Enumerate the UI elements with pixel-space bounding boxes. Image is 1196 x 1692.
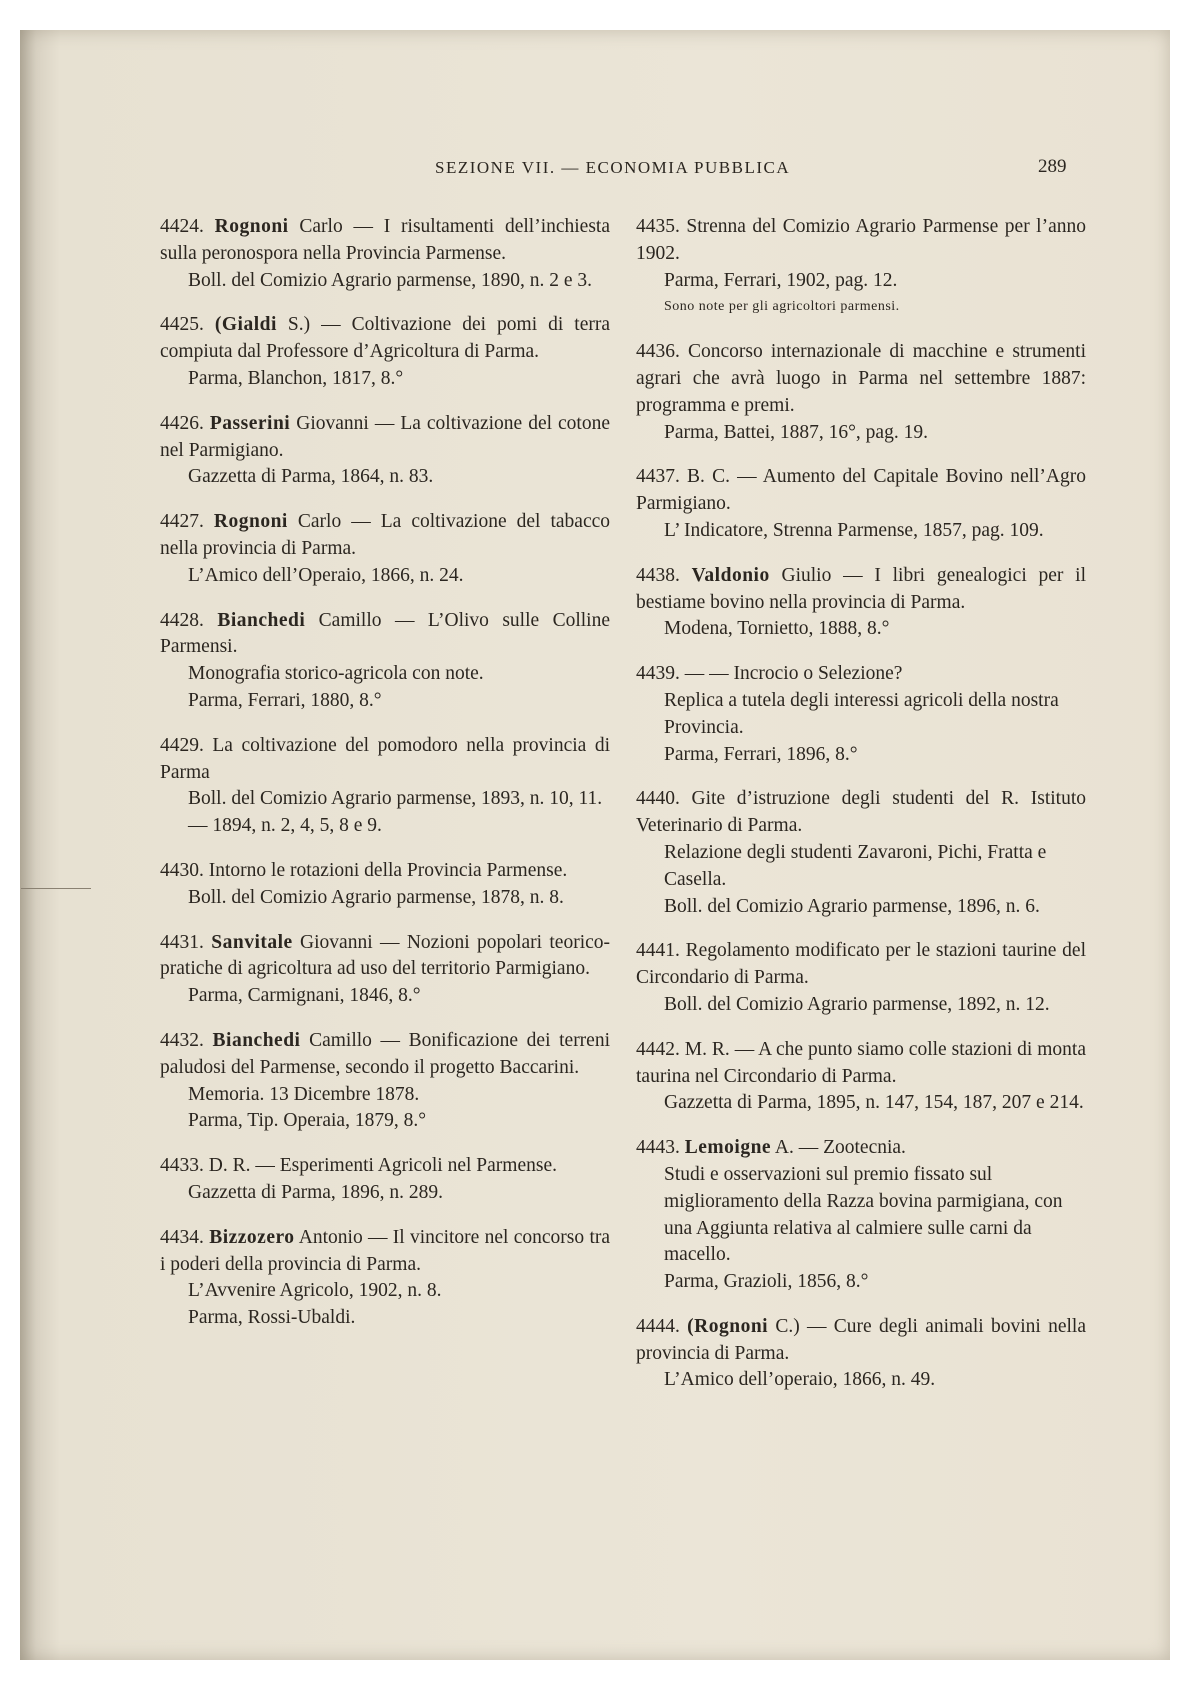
entry-number: 4438.	[636, 564, 680, 586]
entry-text: Giulio — I libri genealogici per il bestiame bovino nella provincia di Parma.	[636, 564, 1086, 613]
entry-text: Gite d’istruzione degli studenti del R. Istituto Veterinario di Parma.	[636, 788, 1086, 837]
entry-number: 4433.	[160, 1155, 204, 1177]
entry-title	[160, 1153, 610, 1180]
entry-author: Rognoni	[213, 511, 288, 533]
bibliography-entry	[636, 938, 1086, 1018]
entry-publication: Memoria. 13 Dicembre 1878.	[188, 1083, 420, 1105]
entry-author: Bianchedi	[217, 609, 306, 631]
entry-number: 4428.	[160, 609, 204, 631]
page-number: 289	[1038, 156, 1067, 177]
bibliography-entry	[160, 1225, 610, 1332]
entry-title	[160, 411, 610, 465]
bibliography-entry	[160, 608, 610, 715]
entry-text: Regolamento modificato per le stazioni taurine del Circondario di Parma.	[636, 940, 1086, 989]
entry-text: Concorso internazionale di macchine e strumenti agrari che avrà luogo in Parma nel settembre 1887: programma e premi.	[636, 341, 1086, 416]
entry-number: 4424.	[160, 216, 204, 237]
entry-title	[636, 938, 1086, 992]
entry-publication: Modena, Tornietto, 1888, 8.°	[664, 618, 890, 640]
entry-text: La coltivazione del pomodoro nella provincia di Parma	[160, 734, 611, 783]
entry-publication: L’Amico dell’Operaio, 1866, n. 24.	[188, 564, 464, 586]
entry-text: M. R. — A che punto siamo colle stazioni di monta taurina nel Circondario di Parma.	[636, 1038, 1086, 1087]
entry-publication: Parma, Battei, 1887, 16°, pag. 19.	[664, 421, 928, 443]
bibliography-entry	[636, 1135, 1086, 1296]
entry-publication: Boll. del Comizio Agrario parmense, 1892, n. 12.	[664, 993, 1050, 1015]
entry-text: Camillo — Bonificazione dei terreni paludosi del Parmense, secondo il progetto Baccarini.	[160, 1029, 611, 1078]
bibliography-entry	[160, 312, 610, 392]
entry-publication: Parma, Carmignani, 1846, 8.°	[188, 985, 421, 1007]
entry-title	[160, 930, 610, 984]
entry-title	[636, 1037, 1086, 1091]
entry-text: — — Incrocio o Selezione?	[684, 663, 903, 685]
bibliography-entry	[160, 1028, 610, 1135]
entry-title	[636, 661, 1086, 688]
entry-publication: L’Amico dell’operaio, 1866, n. 49.	[664, 1369, 936, 1391]
entry-number: 4444.	[636, 1315, 680, 1337]
entry-author: Bizzozero	[209, 1226, 295, 1248]
bibliography-entry	[636, 464, 1086, 544]
entry-publication: Boll. del Comizio Agrario parmense, 1893, n. 10, 11. — 1894, n. 2, 4, 5, 8 e 9.	[188, 788, 603, 837]
entry-publication: L’Avvenire Agricolo, 1902, n. 8.	[188, 1280, 442, 1302]
entry-text: S.) — Coltivazione dei pomi di terra compiuta dal Professore d’Agricoltura di Parma.	[160, 314, 610, 363]
bibliography-entry	[160, 733, 610, 840]
entry-number: 4425.	[160, 314, 204, 336]
entry-author: Sanvitale	[211, 931, 293, 953]
entry-number: 4442.	[636, 1038, 680, 1060]
left-column	[160, 214, 610, 1350]
page-header	[20, 158, 1170, 178]
entry-text: Intorno le rotazioni della Provincia Parmense.	[208, 859, 568, 881]
entry-publication: Relazione degli studenti Zavaroni, Pichi, Fratta e Casella.	[664, 841, 1047, 890]
entry-publication: Parma, Grazioli, 1856, 8.°	[664, 1271, 869, 1293]
entry-number: 4432.	[160, 1029, 204, 1051]
entry-publication: Replica a tutela degli interessi agricoli della nostra Provincia.	[664, 689, 1059, 738]
scanned-page	[20, 30, 1170, 1660]
entry-text: Camillo — L’Olivo sulle Colline Parmensi.	[160, 609, 611, 658]
entry-number: 4426.	[160, 412, 204, 434]
entry-publication: Gazzetta di Parma, 1864, n. 83.	[188, 466, 434, 488]
entry-title	[160, 608, 610, 662]
entry-text: Carlo — La coltivazione del tabacco nella provincia di Parma.	[160, 511, 611, 559]
entry-text: D. R. — Esperimenti Agricoli nel Parmense.	[208, 1155, 557, 1177]
entry-author: Bianchedi	[212, 1029, 301, 1051]
entry-number: 4443.	[636, 1137, 680, 1159]
bibliography-entry	[160, 1153, 610, 1207]
entry-author: (Rognoni	[687, 1315, 769, 1337]
entry-text: Strenna del Comizio Agrario Parmense per l’anno 1902.	[636, 216, 1086, 264]
entry-title	[636, 1135, 1086, 1162]
bibliography-entry	[636, 339, 1086, 446]
entry-publication: Boll. del Comizio Agrario parmense, 1878, n. 8.	[188, 886, 564, 908]
bibliography-entry	[160, 858, 610, 912]
entry-publication: Parma, Tip. Operaia, 1879, 8.°	[188, 1110, 426, 1132]
entry-title	[636, 214, 1086, 268]
entry-publication: Parma, Rossi-Ubaldi.	[188, 1307, 356, 1329]
entry-publication: Monografia storico-agricola con note.	[188, 663, 484, 685]
entry-author: (Gialdi	[214, 314, 277, 336]
bibliography-entry	[160, 930, 610, 1010]
entry-title	[160, 214, 610, 268]
entry-text: C.) — Cure degli animali bovini nella provincia di Parma.	[636, 1315, 1087, 1364]
entry-text: Antonio — Il vincitore nel concorso tra i poderi della provincia di Parma.	[160, 1226, 611, 1275]
entry-number: 4439.	[636, 663, 680, 685]
entry-number: 4431.	[160, 931, 204, 953]
entry-publication: L’ Indicatore, Strenna Parmense, 1857, pag. 109.	[664, 519, 1044, 541]
entry-author: Valdonio	[691, 564, 770, 586]
entry-publication: Parma, Ferrari, 1896, 8.°	[664, 743, 858, 765]
bibliography-entry	[160, 214, 610, 294]
bibliography-entry	[636, 214, 1086, 321]
entry-number: 4437.	[636, 466, 680, 488]
entry-title	[636, 1314, 1086, 1368]
entry-text: Carlo — I risultamenti dell’inchiesta sulla peronospora nella Provincia Parmense.	[160, 216, 610, 264]
entry-title	[636, 563, 1086, 617]
entry-publication: Parma, Blanchon, 1817, 8.°	[188, 367, 404, 389]
bibliography-entry	[636, 1037, 1086, 1117]
entry-publication: Parma, Ferrari, 1880, 8.°	[188, 689, 382, 711]
entry-title	[160, 1225, 610, 1279]
entry-text: Giovanni — Nozioni popolari teorico-pratiche di agricoltura ad uso del territorio Parmigiano.	[160, 931, 611, 980]
entry-publication: Boll. del Comizio Agrario parmense, 1890, n. 2 e 3.	[188, 269, 593, 291]
entry-text: A. — Zootecnia.	[771, 1137, 906, 1159]
entry-note: Sono note per gli agricoltori parmensi.	[664, 299, 900, 315]
entry-number: 4427.	[160, 511, 204, 533]
entry-publication: Boll. del Comizio Agrario parmense, 1896, n. 6.	[664, 895, 1040, 917]
right-column	[636, 214, 1086, 1412]
entry-title	[160, 312, 610, 366]
entry-title	[160, 858, 610, 885]
entry-title	[636, 464, 1086, 518]
entry-author: Passerini	[209, 412, 291, 434]
entry-text: Giovanni — La coltivazione del cotone nel Parmigiano.	[160, 412, 611, 461]
entry-title	[636, 786, 1086, 840]
entry-title	[160, 509, 610, 563]
bibliography-entry	[636, 661, 1086, 768]
entry-title	[160, 733, 610, 787]
entry-publication: Parma, Ferrari, 1902, pag. 12.	[664, 269, 898, 291]
entry-author: Lemoigne	[684, 1137, 772, 1159]
entry-publication: Gazzetta di Parma, 1895, n. 147, 154, 187, 207 e 214.	[664, 1092, 1084, 1114]
bibliography-entry	[160, 411, 610, 491]
bibliography-entry	[636, 786, 1086, 920]
entry-number: 4429.	[160, 734, 204, 756]
entry-number: 4435.	[636, 216, 680, 237]
entry-title	[636, 339, 1086, 419]
entry-number: 4434.	[160, 1226, 204, 1248]
entry-number: 4441.	[636, 940, 680, 962]
bibliography-entry	[160, 509, 610, 589]
entry-author: Rognoni	[214, 216, 289, 237]
entry-number: 4436.	[636, 341, 680, 363]
entry-title	[160, 1028, 610, 1082]
entry-publication: Gazzetta di Parma, 1896, n. 289.	[188, 1181, 444, 1203]
bibliography-entry	[636, 1314, 1086, 1394]
entry-publication: Studi e osservazioni sul premio fissato sul miglioramento della Razza bovina parmigiana, con una Aggiunta relativa al calmiere sulle carni da macello.	[664, 1163, 1063, 1266]
entry-text: B. C. — Aumento del Capitale Bovino nell’Agro Parmigiano.	[636, 466, 1086, 515]
entry-number: 4430.	[160, 859, 204, 881]
margin-mark	[21, 888, 91, 889]
running-title: SEZIONE VII. — ECONOMIA PUBBLICA	[435, 158, 791, 177]
entry-number: 4440.	[636, 788, 680, 810]
bibliography-entry	[636, 563, 1086, 643]
